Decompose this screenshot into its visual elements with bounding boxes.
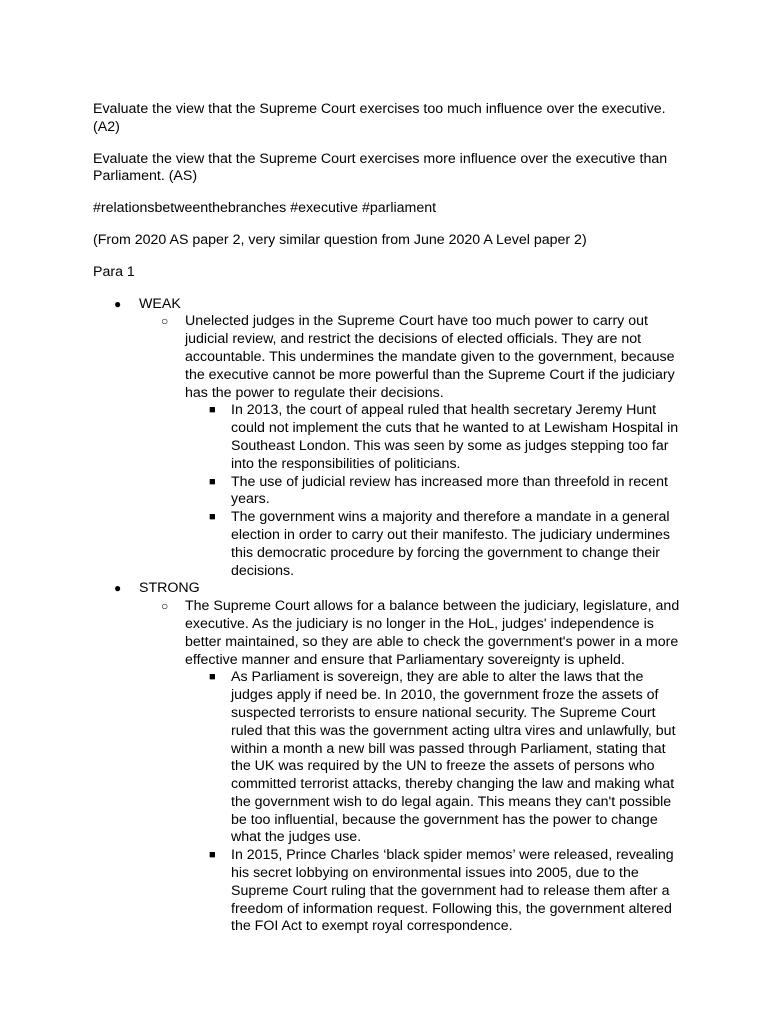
square-bullet-icon: ■ [209, 849, 216, 862]
strong-evidence-item [185, 847, 683, 936]
strong-point [139, 598, 683, 936]
strong-evidence-item [185, 669, 683, 847]
square-bullet-icon: ■ [209, 671, 216, 684]
document-page [93, 101, 683, 936]
question-a2: Evaluate the view that the Supreme Court exercises too much influence over the executive. (A2) [93, 101, 666, 135]
weak-evidence-item [185, 509, 683, 580]
question-as: Evaluate the view that the Supreme Court exercises more influence over the executive than Parliament. (AS) [93, 150, 668, 185]
topic-tags: #relationsbetweenthebranches #executive #parliament [93, 200, 437, 217]
weak-point [139, 313, 683, 580]
bullet-icon: ● [114, 581, 122, 596]
strong-evidence-text: In 2015, Prince Charles ‘black spider memos’ were released, revealing his secret lobbying on environmental issues into 2005, due to the Supreme Court ruling that the government had to release them after a freedom of information request. Following this, the government altered the FOI Act to exempt royal correspondence. [231, 847, 674, 935]
weak-evidence-text: The use of judicial review has increased more than threefold in recent years. [231, 473, 668, 508]
para-label: Para 1 [93, 263, 135, 280]
strong-label: STRONG [139, 580, 200, 597]
weak-section [93, 296, 683, 581]
weak-evidence-item [185, 474, 683, 510]
square-bullet-icon: ■ [209, 404, 216, 417]
weak-label: WEAK [139, 295, 181, 312]
strong-evidence-text: As Parliament is sovereign, they are able to alter the laws that the judges apply if need be. In 2010, the government froze the assets of suspected terrorists to ensure national security. The Supreme Court ruled that this was the government acting ultra vires and unlawfully, but within a month a new bill was passed through Parliament, stating that the UK was required by the UN to freeze the assets of persons who committed terrorist attacks, thereby changing the law and making what the government wish to do legal again. This means they can't possible be too influential, because the government has the power to change what the judges use. [231, 669, 676, 846]
hollow-bullet-icon: ○ [161, 599, 169, 614]
strong-section [93, 580, 683, 936]
weak-evidence-list [185, 402, 683, 580]
bullet-icon: ● [114, 296, 122, 311]
argument-list [93, 296, 683, 937]
source-note: (From 2020 AS paper 2, very similar question from June 2020 A Level paper 2) [93, 231, 587, 248]
hollow-bullet-icon: ○ [161, 314, 169, 329]
weak-evidence-text: The government wins a majority and therefore a mandate in a general election in order to carry out their manifesto. The judiciary undermines this democratic procedure by forcing the government to change their decisions. [231, 509, 670, 579]
weak-points [139, 313, 683, 580]
weak-point-text: Unelected judges in the Supreme Court have too much power to carry out judicial review, and restrict the decisions of elected officials. They are not accountable. This undermines the mandate given to the government, because the executive cannot be more powerful than the Supreme Court if the judiciary has the power to regulate their decisions. [185, 313, 675, 401]
weak-evidence-item [185, 402, 683, 473]
square-bullet-icon: ■ [209, 475, 216, 488]
strong-points [139, 598, 683, 936]
square-bullet-icon: ■ [209, 511, 216, 524]
weak-evidence-text: In 2013, the court of appeal ruled that health secretary Jeremy Hunt could not implement the cuts that he wanted to at Lewisham Hospital in Southeast London. This was seen by some as judges stepping too far into the responsibilities of politicians. [231, 402, 679, 472]
strong-evidence-list [185, 669, 683, 936]
strong-point-text: The Supreme Court allows for a balance between the judiciary, legislature, and executive. As the judiciary is no longer in the HoL, judges' independence is better maintained, so they are able to check the government's power in a more effective manner and ensure that Parliamentary sovereignty is upheld. [185, 598, 680, 668]
